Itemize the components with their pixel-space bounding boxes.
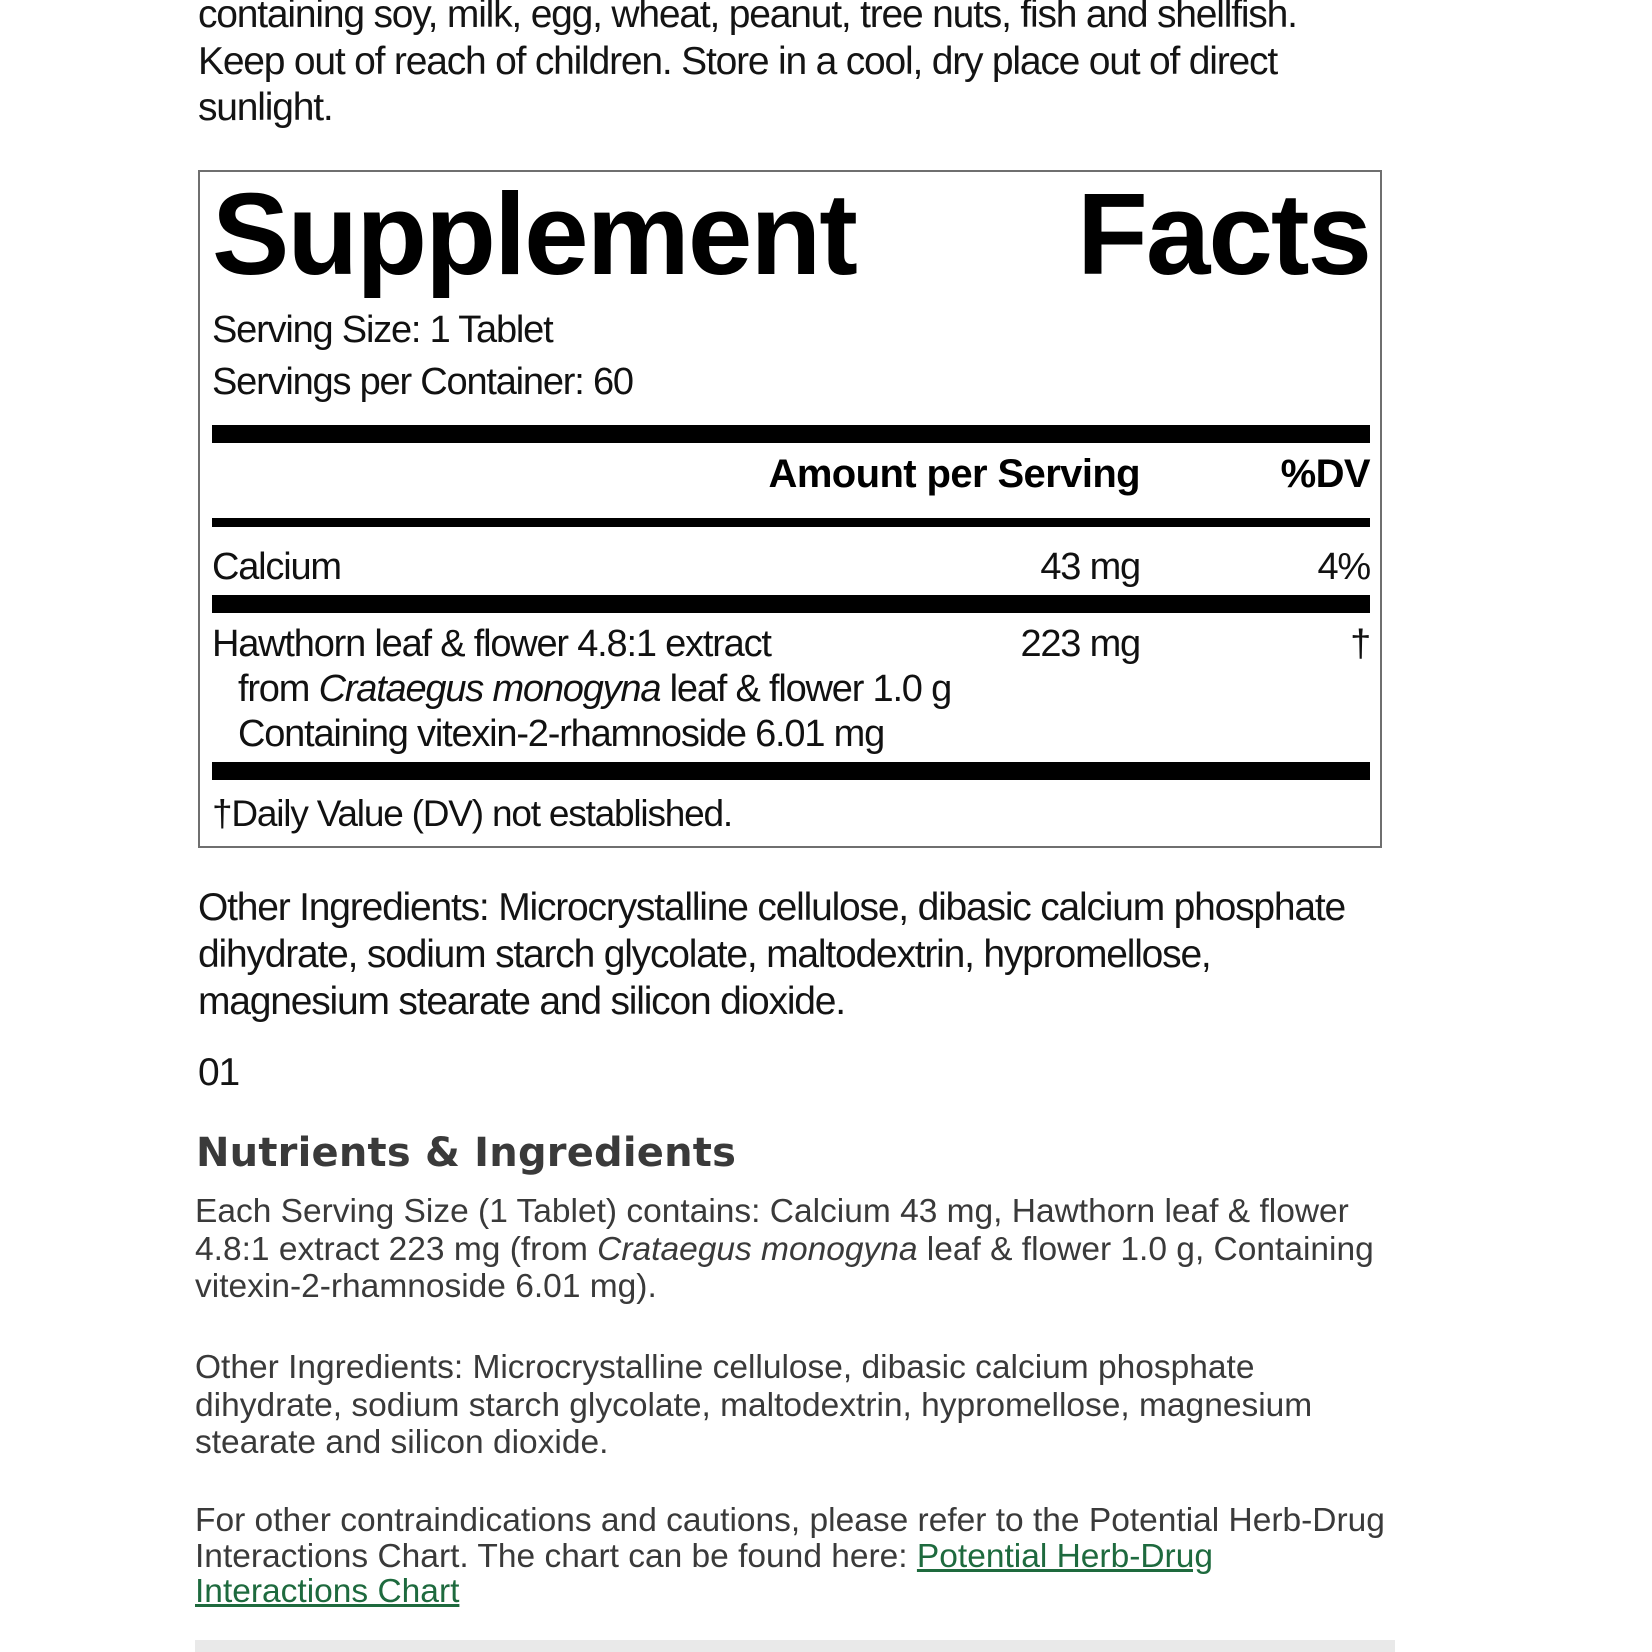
nutrient-name-calcium: Calcium (212, 546, 341, 588)
label-other-ingredients-line: dihydrate, sodium starch glycolate, maltodextrin, hypromellose, (198, 933, 1211, 976)
nutrient-name-hawthorn: Hawthorn leaf & flower 4.8:1 extract (212, 623, 771, 665)
label-warning-line: sunlight. (198, 86, 333, 129)
label-warning-line: containing soy, milk, egg, wheat, peanut, tree nuts, fish and shellfish. (198, 0, 1297, 36)
nutrient-amount-calcium: 43 mg (1040, 546, 1140, 588)
hawthorn-species-name: Crataegus monogyna (318, 668, 661, 710)
nutrients-species-name: Crataegus monogyna (597, 1230, 918, 1268)
label-other-ingredients-line: Other Ingredients: Microcrystalline cellulose, dibasic calcium phosphate (198, 886, 1346, 929)
thick-divider (212, 595, 1370, 613)
servings-per-container: Servings per Container: 60 (212, 361, 633, 403)
serving-size: Serving Size: 1 Tablet (212, 309, 553, 351)
nutrients-text-a: Each Serving Size (1 Tablet) contains: Calcium 43 mg, Hawthorn leaf & flower 4.8:1 extract 223 mg (from (195, 1193, 1349, 1268)
hawthorn-source-suffix: leaf & flower 1.0 g (660, 668, 952, 710)
nutrient-dv-hawthorn: † (1350, 623, 1370, 665)
herb-drug-interactions-link[interactable]: Potential Herb-Drug Interactions Chart (195, 1537, 1213, 1610)
medium-divider (212, 518, 1370, 527)
hawthorn-vitexin-line: Containing vitexin-2-rhamnoside 6.01 mg (238, 713, 885, 755)
supplement-facts-title (212, 166, 1370, 302)
label-other-ingredients-line: magnesium stearate and silicon dioxide. (198, 980, 845, 1023)
facts-title-word-supplement: Supplement (212, 169, 856, 299)
other-ingredients-paragraph: Other Ingredients: Microcrystalline cellulose, dibasic calcium phosphate dihydrate, sodium starch glycolate, maltodextrin, hypromellose, magnesium stearate and silicon dioxide. (195, 1349, 1313, 1461)
cautions-text: For other contraindications and cautions, please refer to the Potential Herb-Drug Interactions Chart. The chart can be found here: (195, 1502, 1385, 1575)
label-warning-line: Keep out of reach of children. Store in a cool, dry place out of direct (198, 39, 1277, 83)
lot-code: 01 (198, 1051, 239, 1094)
nutrients-paragraph (195, 1193, 1395, 1306)
cautions-paragraph (195, 1503, 1395, 1610)
thick-divider (212, 425, 1370, 443)
label-warning-text (198, 0, 1348, 132)
nutrient-amount-hawthorn: 223 mg (1020, 623, 1140, 665)
nutrients-text-b: leaf & flower 1.0 g, Containing vitexin-2-rhamnoside 6.01 mg). (195, 1230, 1374, 1305)
hawthorn-source-line (238, 667, 951, 712)
nutrients-ingredients-heading: Nutrients & Ingredients (196, 1130, 737, 1176)
amount-per-serving-header: Amount per Serving (768, 452, 1140, 496)
thick-divider (212, 762, 1370, 780)
hawthorn-source-prefix: from (238, 668, 319, 710)
nutrient-dv-calcium: 4% (1317, 546, 1370, 588)
dv-footnote: †Daily Value (DV) not established. (212, 793, 732, 834)
next-paragraph-cutoff (195, 1640, 1395, 1652)
facts-title-word-facts: Facts (1076, 169, 1370, 299)
label-other-ingredients (198, 884, 1378, 1025)
daily-value-header: %DV (1280, 452, 1370, 496)
